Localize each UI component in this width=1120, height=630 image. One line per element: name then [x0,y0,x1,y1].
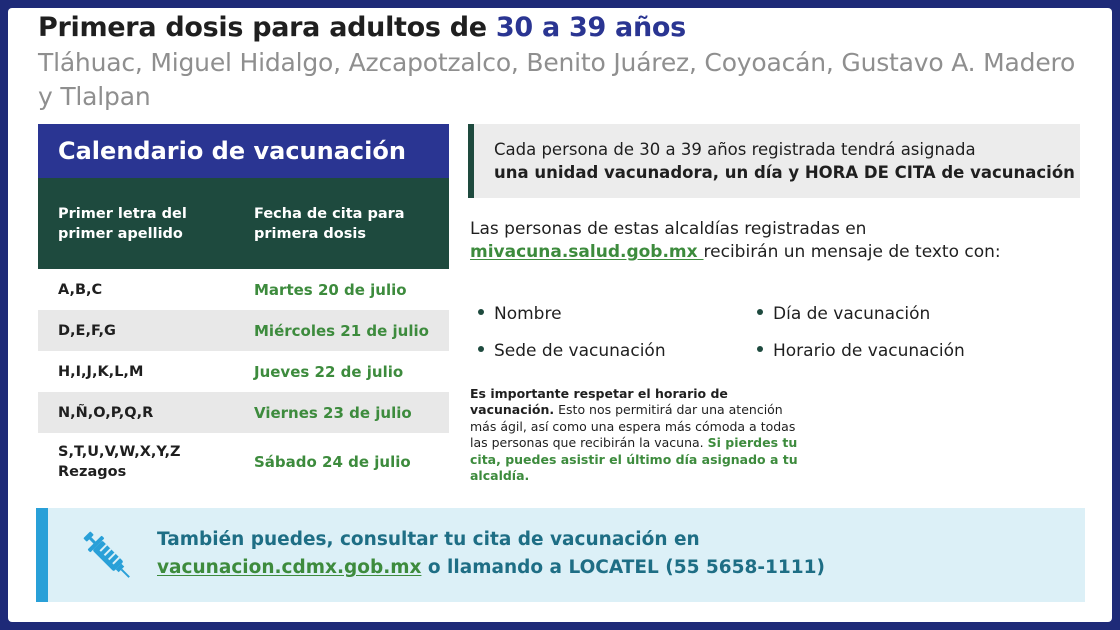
row-date: Martes 20 de julio [254,280,407,299]
row-date: Sábado 24 de julio [254,452,411,471]
banner-text [157,526,825,582]
row-letters: H,I,J,K,L,M [58,363,144,380]
column-header-letter: Primer letra del primer apellido [58,206,187,242]
title-age-range: 30 a 39 años [495,12,686,43]
vaccination-calendar [38,124,449,490]
row-letters-main: S,T,U,V,W,X,Y,Z [58,443,181,460]
cdmx-link[interactable]: vacunacion.cdmx.gob.mx [157,557,422,578]
row-date: Jueves 22 de julio [254,362,404,381]
table-row [38,392,449,433]
row-letters: D,E,F,G [58,322,116,339]
page-title [38,12,686,43]
infographic [8,8,1112,622]
consult-banner [36,508,1085,602]
list-item: Día de vacunación [757,304,930,324]
table-row [38,351,449,392]
calendar-column-headers [38,178,449,269]
sms-info-line-2: recibirán un mensaje de texto con: [703,242,1001,262]
list-item: Horario de vacunación [757,341,965,361]
sms-info-line-1: Las personas de estas alcaldías registradas en [470,219,867,239]
list-item: Nombre [478,304,562,324]
calendar-heading: Calendario de vacunación [38,124,449,178]
note-text: Esto nos permitirá dar una atención más ágil, así como una espera más cómoda a todas las personas que recibirán la vacuna. [470,402,796,451]
table-row [38,433,449,490]
sms-content-list [470,294,1090,374]
row-letters: N,Ñ,O,P,Q,R [58,404,154,421]
callout-line-2: una unidad vacunadora, un día y HORA DE CITA de vacunación [494,163,1075,182]
assignment-callout [468,124,1080,198]
note-bold: Es importante respetar el horario de vacunación. [470,386,728,418]
row-letters: A,B,C [58,281,103,298]
sms-info [470,218,1090,264]
banner-line-1: También puedes, consultar tu cita de vacunación en [157,529,700,550]
row-letters-extra: Rezagos [58,463,127,480]
row-letters [58,433,181,490]
syringe-icon [76,524,140,588]
banner-line-2: o llamando a LOCATEL (55 5658-1111) [421,557,825,578]
alcaldias-list: Tláhuac, Miguel Hidalgo, Azcapotzalco, Benito Juárez, Coyoacán, Gustavo A. Madero y Tlalpan [38,48,1076,111]
schedule-note [470,386,800,484]
callout-line-1: Cada persona de 30 a 39 años registrada tendrá asignada [494,140,976,159]
note-missed-appointment: Si pierdes tu cita, puedes asistir el último día asignado a tu alcaldía. [470,435,798,484]
column-header-date: Fecha de cita para primera dosis [254,206,405,242]
mivacuna-link[interactable]: mivacuna.salud.gob.mx [470,242,704,262]
list-item: Sede de vacunación [478,341,666,361]
row-date: Viernes 23 de julio [254,403,412,422]
table-row [38,310,449,351]
title-prefix: Primera dosis para adultos de [38,12,496,43]
row-date: Miércoles 21 de julio [254,321,429,340]
table-row [38,269,449,310]
